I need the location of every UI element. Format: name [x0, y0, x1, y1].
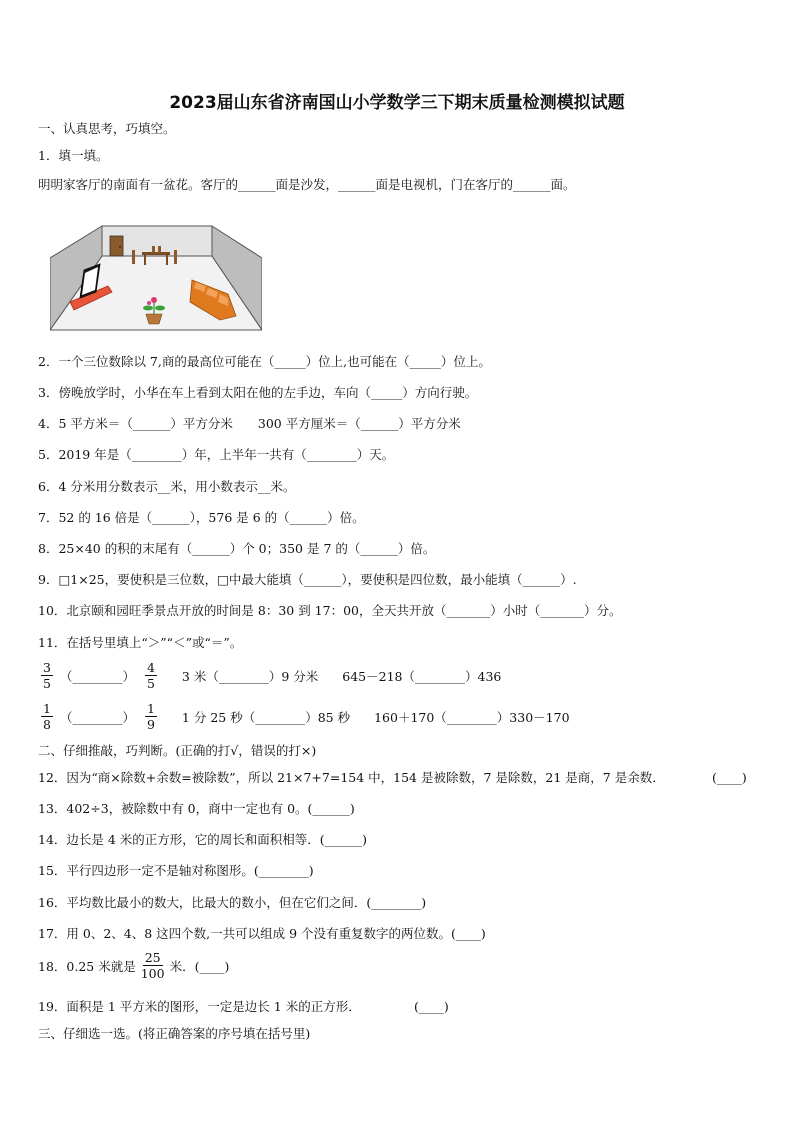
question-13: 13．402÷3，被除数中有 0，商中一定也有 0。(______): [38, 801, 355, 816]
fraction: $\frac{1}{8}$: [43, 701, 51, 732]
question-2: 2．一个三位数除以 7,商的最高位可能在（_____）位上,也可能在（_____）位上。: [38, 354, 491, 369]
living-room-illustration: [50, 220, 262, 332]
fraction: $\frac{4}{5}$: [146, 660, 155, 691]
question-5: 5．2019 年是（________）年，上半年一共有（________）天。: [38, 447, 395, 462]
comparison-blank: （________）: [59, 668, 135, 684]
question-10: 10．北京颐和园旺季景点开放的时间是 8：30 到 17：00，全天共开放（_______）小时（_______）分。: [38, 603, 622, 618]
fraction: $\frac{1}{9}$: [146, 701, 155, 732]
question-8: 8．25×40 的积的末尾有（______）个 0；350 是 7 的（______）倍。: [38, 541, 436, 556]
fraction: $\frac{25}{100}$: [140, 950, 165, 981]
comparison-blank: （________）: [59, 709, 135, 725]
comparison-item: 1 分 25 秒（________）85 秒: [181, 709, 351, 725]
question-3: 3．傍晚放学时，小华在车上看到太阳在他的左手边，车向（_____）方向行驶。: [38, 385, 478, 400]
section-2-heading: 二、仔细推敲，巧判断。(正确的打√，错误的打×): [38, 743, 317, 758]
section-1-heading: 一、认真思考，巧填空。: [38, 121, 176, 136]
question-15: 15．平行四边形一定不是轴对称图形。(________): [38, 863, 314, 878]
question-1-text: 明明家客厅的南面有一盆花。客厅的______面是沙发，______面是电视机，门在客厅的______面。: [38, 177, 576, 192]
fraction: $\frac{3}{5}$: [43, 660, 51, 691]
question-9: 9．□1×25，要使积是三位数，□中最大能填（______），要使积是四位数，最小能填（______）.: [38, 572, 577, 587]
question-12-blank: (____): [712, 770, 747, 785]
question-7: 7．52 的 16 倍是（______），576 是 6 的（______）倍。: [38, 510, 365, 525]
question-17: 17．用 0、2、4、8 这四个数,一共可以组成 9 个没有重复数字的两位数。(____): [38, 926, 486, 941]
section-3-heading: 三、仔细选一选。(将正确答案的序号填在括号里): [38, 1026, 311, 1041]
question-1-heading: 1．填一填。: [38, 148, 109, 163]
question-4: 4．5 平方米＝（______）平方分米 300 平方厘米＝（______）平方分米: [38, 416, 461, 431]
comparison-item: 645－218（________）436: [342, 668, 502, 684]
question-11-row-1: [38, 660, 501, 691]
question-6: 6．4 分米用分数表示__米，用小数表示__米。: [38, 479, 296, 494]
question-11-heading: 11．在括号里填上“＞”“＜”或“＝”。: [38, 635, 243, 650]
question-11-row-2: [38, 701, 570, 732]
question-14: 14．边长是 4 米的正方形，它的周长和面积相等．(______): [38, 832, 368, 847]
question-12: 12．因为“商×除数+余数=被除数”，所以 21×7+7=154 中，154 是被除数，7 是除数，21 是商，7 是余数．: [38, 770, 665, 785]
comparison-item: 3 米（________）9 分米: [181, 668, 319, 684]
question-19-blank: (____): [414, 999, 449, 1014]
question-18: 18．0.25 米就是 $\frac{25}{100}$ 米．(____): [38, 950, 230, 981]
page-title: 2023届山东省济南国山小学数学三下期末质量检测模拟试题: [169, 93, 625, 113]
comparison-item: 160＋170（________）330－170: [374, 709, 570, 725]
question-19: 19．面积是 1 平方米的图形，一定是边长 1 米的正方形．: [38, 999, 361, 1014]
question-16: 16．平均数比最小的数大，比最大的数小，但在它们之间．(________): [38, 895, 427, 910]
